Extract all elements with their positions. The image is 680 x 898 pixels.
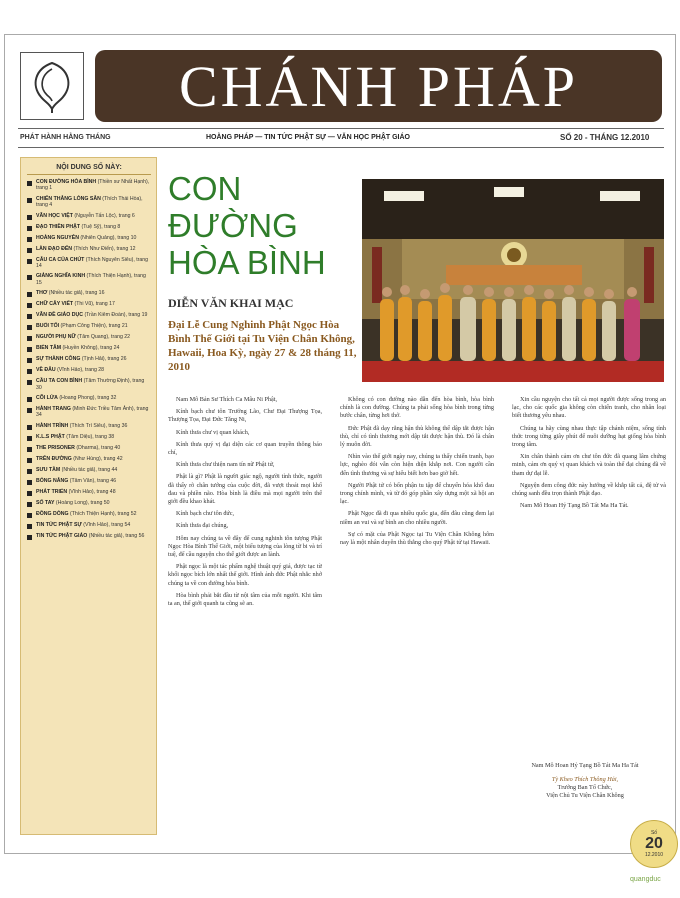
toc-item[interactable] — [27, 213, 151, 220]
bullet-icon — [27, 469, 32, 474]
toc-item-meta: (Vĩnh Hảo), trang 28 — [57, 367, 105, 374]
issue-badge-date: 12.2010 — [644, 852, 664, 858]
toc-item[interactable] — [27, 478, 151, 485]
toc-item[interactable] — [27, 434, 151, 441]
masthead-rule-top — [18, 128, 664, 129]
toc-item[interactable] — [27, 224, 151, 231]
section-tagline: HOẰNG PHÁP — TIN TỨC PHẬT SỰ — VĂN HỌC PHẬT GIÁO — [206, 134, 410, 141]
article-paragraph: Kính thưa chư vị quan khách, — [176, 428, 250, 436]
toc-item[interactable] — [27, 378, 151, 391]
toc-item-meta: (Như Hùng), trang 42 — [73, 455, 123, 462]
issue-badge — [630, 820, 678, 868]
toc-item-meta: (Hoang Phong), trang 32 — [59, 395, 117, 402]
article-paragraph: Nguyện đem công đức này hướng về khắp tất cả, đệ tử và chúng sanh đều trọn thành Phật đạo. — [512, 481, 666, 498]
toc-item-title: PHÁT TRIỂN — [36, 488, 68, 495]
toc-item-meta: (Thi Vũ), trang 17 — [74, 301, 115, 308]
bullet-icon — [27, 325, 32, 330]
bullet-icon — [27, 336, 32, 341]
issue-badge-prefix: Số — [650, 830, 658, 836]
bodhi-leaf-logo — [20, 52, 84, 120]
toc-item-meta: (Thích Như Điển), trang 12 — [73, 245, 136, 252]
signature-block — [512, 762, 658, 800]
toc-item[interactable] — [27, 511, 151, 518]
toc-item-title: CHIẾN THẮNG LÒNG SÂN — [36, 195, 101, 202]
toc-item-meta: (Vĩnh Hảo), trang 48 — [68, 488, 116, 495]
toc-item[interactable] — [27, 179, 151, 192]
toc-item[interactable] — [27, 323, 151, 330]
watermark: quangduc — [630, 876, 661, 883]
article-paragraph: Chúng ta hãy cùng nhau thực tập chánh niệm, sống tỉnh thức trong từng giây phút để nuôi dưỡng hạt giống hòa bình trong tâm. — [512, 424, 666, 449]
bullet-icon — [27, 408, 32, 413]
article-paragraph: Nam Mô Bản Sư Thích Ca Mâu Ni Phật, — [176, 396, 278, 403]
toc-item-meta: (Tâm Diệu), trang 38 — [66, 433, 115, 440]
toc-item-title: CON ĐƯỜNG HÒA BÌNH — [36, 179, 97, 185]
ceremony-photo — [362, 179, 664, 382]
toc-item-meta: (Thiền sư Nhất Hạnh), trang 1 — [36, 179, 150, 192]
article-paragraph: Phật Ngọc đã đi qua nhiều quốc gia, đến đâu cũng đem lại niềm an vui và sự bình an cho nhiều người. — [340, 510, 494, 526]
bullet-icon — [27, 259, 32, 264]
article-title-line: CON — [168, 170, 242, 207]
toc-item[interactable] — [27, 367, 151, 374]
toc-item-meta: (Hoàng Long), trang 50 — [55, 499, 110, 506]
toc-item-title: BÓNG NẮNG — [36, 477, 69, 484]
bullet-icon — [27, 436, 32, 441]
bullet-icon — [27, 292, 32, 297]
article-paragraph: Phật là gì? Phật là người giác ngộ, người tỉnh thức, người đã thấy rõ chân tướng của cuộc đời, đã vượt thoát mọi khổ đau và phiền não. Hòa bình là điều mà mọi người trên thế giới đều khao khát. — [168, 473, 322, 506]
toc-item-meta: (Vĩnh Hảo), trang 54 — [83, 521, 131, 528]
toc-item-title: HÀNH TRÌNH — [36, 422, 69, 429]
toc-item-title: VĂN HỌC VIỆT — [36, 212, 73, 219]
toc-item-meta: (Phạm Công Thiện), trang 21 — [60, 323, 128, 330]
toc-item-title: VĂN ĐỀ GIÁO DỤC — [36, 312, 83, 319]
masthead-title: CHÁNH PHÁP — [95, 50, 662, 122]
toc-item-meta: (Nguyễn Tấn Lộc), trang 6 — [74, 212, 135, 219]
toc-item-meta: (Thích Thái Hòa), trang 4 — [36, 195, 143, 209]
toc-item-title: K.L.S PHẬT — [36, 433, 65, 440]
toc-item[interactable] — [27, 257, 151, 270]
toc-item[interactable] — [27, 406, 151, 419]
bullet-icon — [27, 303, 32, 308]
toc-item[interactable] — [27, 456, 151, 463]
article-paragraph: Kính bạch chư tôn Trưởng Lão, Chư Đại Thượng Tọa, Thượng Tọa, Đại Đức Tăng Ni, — [168, 408, 322, 424]
bullet-icon — [27, 397, 32, 402]
bullet-icon — [27, 198, 32, 203]
article-title — [168, 170, 358, 281]
toc-item-title: SỰ THÀNH CÔNG — [36, 356, 81, 363]
toc-item-title: CÂU CA CỦA CHÚT — [36, 256, 85, 263]
toc-item-title: TIN TỨC PHẬT GIÁO — [36, 532, 88, 539]
toc-item-meta: (Tịnh Hải), trang 26 — [81, 356, 127, 363]
toc-item-title: HOÀNG NGUYỄN — [36, 234, 79, 241]
bullet-icon — [27, 425, 32, 430]
toc-heading: NỘI DUNG SỐ NÀY: — [27, 164, 151, 175]
toc-item-title: CÕI LỬA — [36, 395, 58, 402]
toc-item-title: THE PRISONER — [36, 444, 75, 451]
bullet-icon — [27, 248, 32, 253]
toc-item-meta: (Nhiên Quảng), trang 10 — [80, 234, 137, 241]
issue-badge-number: 20 — [645, 835, 663, 852]
bullet-icon — [27, 380, 32, 385]
toc-item-title: THƠ — [36, 290, 48, 297]
toc-item[interactable] — [27, 301, 151, 308]
toc-item-meta: (Nhiều tác giả), trang 44 — [61, 466, 118, 473]
bullet-icon — [27, 369, 32, 374]
toc-item[interactable] — [27, 500, 151, 507]
article-paragraph: Xin chân thành cảm ơn chư tôn đức đã quang lâm chứng minh, cảm ơn quý vị quan khách và toàn thể đại chúng đã về tham dự đại lễ. — [512, 453, 666, 477]
toc-item-meta: (Minh Đức Triều Tâm Ảnh), trang 34 — [36, 406, 149, 419]
article-paragraph: Hôm nay chúng ta về đây để cung nghinh tôn tượng Phật Ngọc Hòa Bình Thế Giới, một biểu tượng của lòng từ bi và trí tuệ, để cầu nguyện cho thế giới được an lành. — [168, 534, 322, 559]
toc-item-title: GIẢNG NGHĨA KINH — [36, 273, 86, 280]
toc-item-title: CHỮ CÂY VIẾT — [36, 301, 74, 308]
toc-item-meta: (Dharma), trang 40 — [76, 444, 121, 451]
bullet-icon — [27, 502, 32, 507]
toc-item[interactable] — [27, 522, 151, 529]
toc-item-title: TIN TỨC PHẬT SỰ — [36, 521, 82, 528]
toc-item[interactable] — [27, 533, 151, 540]
toc-item-title: ĐỒNG DÒNG — [36, 510, 69, 517]
article-paragraph: Phật ngọc là một tác phẩm nghệ thuật quý giá, được tạc từ khối ngọc bích lớn nhất thế giới. Hình ảnh đức Phật nhắc nhở chúng ta về con đường hòa bình. — [168, 563, 322, 587]
toc-item-title: LÀN ĐẠO ĐẾN — [36, 245, 73, 252]
article-paragraph: Không có con đường nào dẫn đến hòa bình, hòa bình chính là con đường. Chúng ta phải sống hòa bình trong từng bước chân, từng hơi thở. — [340, 396, 494, 420]
toc-item[interactable] — [27, 467, 151, 474]
toc-item[interactable] — [27, 290, 151, 297]
bullet-icon — [27, 314, 32, 319]
article-paragraph: Kính thưa đại chúng, — [176, 522, 229, 530]
issue-label: SỐ 20 - THÁNG 12.2010 — [560, 133, 650, 142]
toc-list — [27, 179, 151, 540]
article-paragraph: Người Phật tử có bổn phận tu tập để chuyển hóa khổ đau trong chính mình, và từ đó góp phần xây dựng một xã hội an lạc. — [340, 481, 494, 506]
toc-item-title: SỐ TAY — [36, 499, 55, 506]
bullet-icon — [27, 513, 32, 518]
bullet-icon — [27, 480, 32, 485]
toc-item[interactable] — [27, 489, 151, 496]
bullet-icon — [27, 535, 32, 540]
toc-item-meta: (Nhiều tác giả), trang 16 — [48, 290, 105, 297]
toc-item-title: VỀ ĐÂU — [36, 367, 56, 374]
toc-item-title: ĐẠO THIỀN PHẬT — [36, 223, 81, 230]
toc-item-meta: (Trần Kiêm Đoàn), trang 19 — [84, 312, 148, 319]
signature-role: Trưởng Ban Tổ Chức, — [557, 784, 613, 791]
closing-line: Nam Mô Hoan Hỷ Tạng Bồ Tát Ma Ha Tát — [531, 762, 639, 769]
article-column-2 — [340, 396, 494, 826]
article-subtitle: DIỄN VĂN KHAI MẠC — [168, 296, 294, 310]
frequency-label: PHÁT HÀNH HẰNG THÁNG — [20, 134, 111, 141]
article-paragraph: Sự có mặt của Phật Ngọc tại Tu Viện Chân Không hôm nay là một nhân duyên thù thắng cho quý Phật tử tại Hawaii. — [340, 530, 494, 547]
article-column-3 — [512, 396, 666, 756]
bullet-icon — [27, 237, 32, 242]
toc-item[interactable] — [27, 423, 151, 430]
bullet-icon — [27, 458, 32, 463]
toc-item-meta: (Tâm Quang), trang 22 — [77, 334, 131, 341]
article-paragraph: Kính bạch chư tôn đức, — [176, 510, 235, 518]
toc-item[interactable] — [27, 246, 151, 253]
toc-item-title: TRÊN ĐƯỜNG — [36, 455, 72, 462]
bullet-icon — [27, 215, 32, 220]
toc-item-title: BUỔI TỐI — [36, 323, 60, 330]
table-of-contents — [20, 157, 157, 835]
signature-role: Viện Chủ Tu Viện Chân Không — [546, 792, 624, 799]
bullet-icon — [27, 447, 32, 452]
article-paragraph: Kính thưa chư thiện nam tín nữ Phật tử, — [176, 461, 275, 469]
toc-item[interactable] — [27, 356, 151, 363]
bullet-icon — [27, 491, 32, 496]
article-paragraph: Kính thưa quý vị đại diện các cơ quan truyền thông báo chí, — [168, 440, 322, 457]
toc-item-meta: (Thích Thiện Hạnh), trang 15 — [36, 273, 146, 286]
toc-item-meta: (Tuệ Sỹ), trang 8 — [81, 223, 121, 230]
toc-item[interactable] — [27, 196, 151, 209]
toc-item-meta: (Tâm Vân), trang 46 — [69, 477, 117, 484]
article-column-1 — [168, 396, 322, 826]
bullet-icon — [27, 226, 32, 231]
bullet-icon — [27, 524, 32, 529]
toc-item[interactable] — [27, 445, 151, 452]
toc-item-title: SƯU TẦM — [36, 466, 61, 473]
article-title-line: ĐƯỜNG — [168, 207, 298, 244]
article-title-line: HÒA BÌNH — [168, 244, 326, 281]
toc-item[interactable] — [27, 395, 151, 402]
article-paragraph: Đức Phật đã dạy rằng hận thù không thể dập tắt được hận thù, chỉ có tình thương mới dập tắt được hận thù. Đó là chân lý muôn đời. — [340, 424, 494, 449]
article-paragraph: Nam Mô Hoan Hỷ Tạng Bồ Tát Ma Ha Tát. — [520, 502, 629, 510]
article-paragraph: Xin cầu nguyện cho tất cả mọi người được sống trong an lạc, cho các quốc gia không còn chiến tranh, cho nhân loại biết thương yêu nhau. — [512, 396, 666, 420]
toc-item-meta: (Thích Thiện Hạnh), trang 52 — [70, 510, 137, 517]
toc-item-meta: (Huyền Không), trang 24 — [62, 345, 120, 352]
toc-item[interactable] — [27, 334, 151, 341]
bullet-icon — [27, 181, 32, 186]
toc-item-title: CẦU TA CON BÌNH — [36, 378, 83, 385]
toc-item-meta: (Tâm Thường Định), trang 30 — [36, 378, 145, 391]
toc-item[interactable] — [27, 312, 151, 319]
toc-item[interactable] — [27, 235, 151, 242]
bullet-icon — [27, 275, 32, 280]
toc-item[interactable] — [27, 345, 151, 352]
toc-item-meta: (Thích Nguyên Siêu), trang 14 — [36, 256, 149, 270]
masthead-rule-bottom — [18, 147, 664, 148]
article-paragraph: Hòa bình phải bắt đầu từ nội tâm của mỗi người. Khi tâm ta an, thế giới quanh ta cũng sẽ an. — [168, 591, 322, 608]
toc-item-meta: (Thích Trí Siêu), trang 36 — [69, 422, 128, 429]
signature-name: Tỳ Kheo Thích Thông Hải, — [551, 776, 619, 783]
toc-item-title: NGƯỜI PHỤ NỮ — [36, 334, 76, 341]
toc-item-title: BIỂN TÂM — [36, 345, 62, 352]
article-paragraph: Nhìn vào thế giới ngày nay, chúng ta thấy chiến tranh, bạo lực, nghèo đói vẫn còn hiện diện khắp nơi. Con người cần đến tình thương và sự hiểu biết hơn bao giờ hết. — [340, 453, 494, 477]
bullet-icon — [27, 358, 32, 363]
article-lead: Đại Lễ Cung Nghinh Phật Ngọc Hòa Bình Thế Giới tại Tu Viện Chân Không, Hawaii, Hoa Kỳ, ngày 27 & 28 tháng 11, 2010 — [168, 319, 357, 373]
toc-item[interactable] — [27, 273, 151, 286]
bullet-icon — [27, 347, 32, 352]
toc-item-meta: (Nhiều tác giả), trang 56 — [88, 532, 145, 539]
toc-item-title: HÀNH TRANG — [36, 406, 71, 413]
